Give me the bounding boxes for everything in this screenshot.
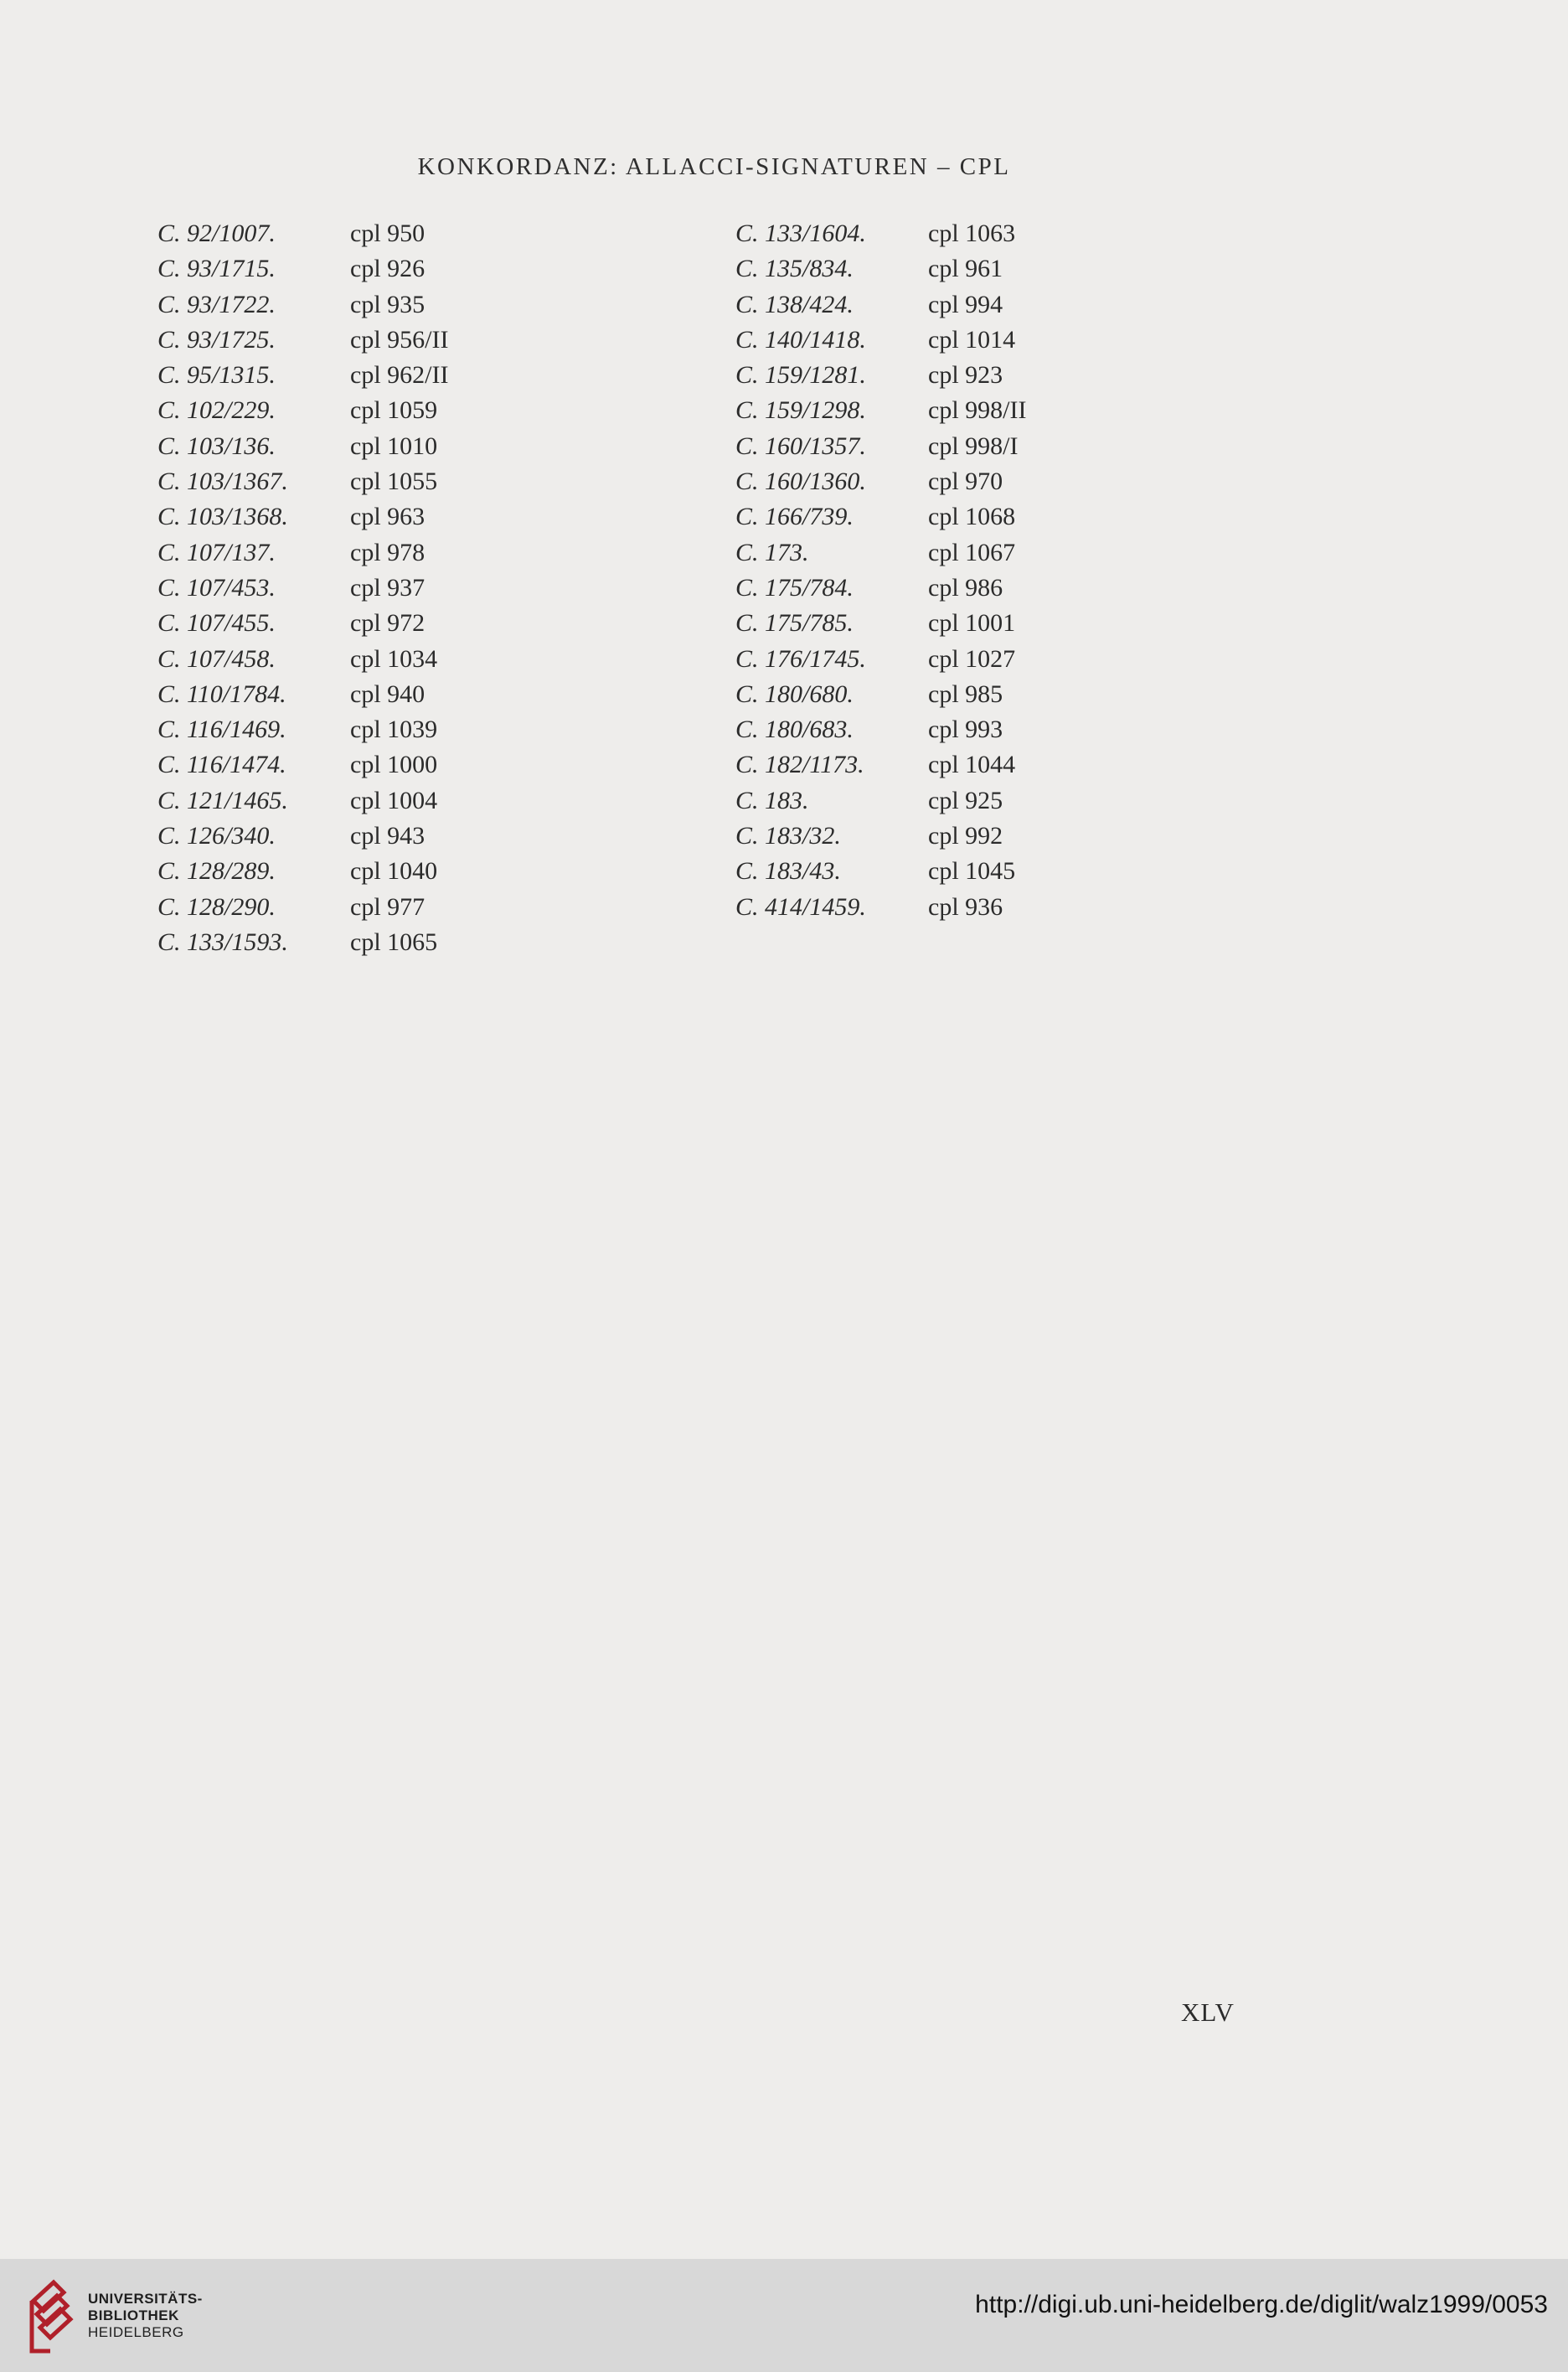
- allacci-signature: C. 183.: [735, 786, 809, 814]
- concordance-row: [735, 499, 1026, 535]
- concordance-row: [735, 677, 1026, 712]
- cpl-shelfmark: cpl 1010: [350, 432, 438, 460]
- concordance-row: [157, 358, 448, 393]
- concordance-row: [157, 429, 448, 464]
- cpl-shelfmark: cpl 1040: [350, 857, 438, 886]
- allacci-signature: C. 126/340.: [157, 822, 276, 850]
- cpl-shelfmark: cpl 1014: [928, 325, 1016, 354]
- concordance-row: [157, 677, 448, 712]
- library-name-line1: UNIVERSITÄTS-: [88, 2291, 203, 2307]
- allacci-signature: C. 140/1418.: [735, 325, 866, 354]
- cpl-shelfmark: cpl 985: [928, 680, 1003, 708]
- concordance-row: [735, 535, 1026, 571]
- concordance-row: [735, 890, 1026, 925]
- footer-bar: [0, 2259, 1568, 2372]
- cpl-shelfmark: cpl 1044: [928, 751, 1016, 779]
- allacci-signature: C. 95/1315.: [157, 361, 276, 390]
- cpl-shelfmark: cpl 1034: [350, 644, 438, 673]
- concordance-row: [735, 571, 1026, 606]
- concordance-row: [157, 783, 448, 819]
- cpl-shelfmark: cpl 1001: [928, 609, 1016, 638]
- cpl-shelfmark: cpl 1004: [350, 786, 438, 814]
- concordance-column-right: [735, 216, 1026, 925]
- allacci-signature: C. 103/136.: [157, 432, 276, 460]
- allacci-signature: C. 116/1474.: [157, 751, 286, 779]
- cpl-shelfmark: cpl 1039: [350, 716, 438, 744]
- concordance-row: [157, 393, 448, 428]
- concordance-row: [735, 251, 1026, 287]
- allacci-signature: C. 180/680.: [735, 680, 854, 708]
- cpl-shelfmark: cpl 978: [350, 538, 426, 566]
- source-url-link[interactable]: http://digi.ub.uni-heidelberg.de/diglit/walz1999/0053: [975, 2291, 1548, 2318]
- concordance-row: [157, 819, 448, 854]
- allacci-signature: C. 128/290.: [157, 892, 276, 921]
- cpl-shelfmark: cpl 943: [350, 822, 426, 850]
- allacci-signature: C. 135/834.: [735, 255, 854, 283]
- concordance-row: [735, 216, 1026, 251]
- allacci-signature: C. 175/784.: [735, 573, 854, 602]
- cpl-shelfmark: cpl 1067: [928, 538, 1016, 566]
- concordance-row: [735, 323, 1026, 358]
- cpl-shelfmark: cpl 962/II: [350, 361, 449, 390]
- running-title: KONKORDANZ: ALLACCI-SIGNATUREN – CPL: [417, 153, 1011, 180]
- allacci-signature: C. 183/43.: [735, 857, 841, 886]
- allacci-signature: C. 175/785.: [735, 609, 854, 638]
- allacci-signature: C. 160/1357.: [735, 432, 866, 460]
- concordance-row: [157, 925, 448, 960]
- cpl-shelfmark: cpl 986: [928, 573, 1003, 602]
- allacci-signature: C. 110/1784.: [157, 680, 286, 708]
- ub-heidelberg-logo-icon: [25, 2276, 82, 2356]
- allacci-signature: C. 107/458.: [157, 644, 276, 673]
- concordance-row: [735, 464, 1026, 499]
- allacci-signature: C. 414/1459.: [735, 892, 866, 921]
- cpl-shelfmark: cpl 998/II: [928, 396, 1027, 425]
- allacci-signature: C. 102/229.: [157, 396, 276, 425]
- allacci-signature: C. 138/424.: [735, 290, 854, 318]
- concordance-row: [157, 571, 448, 606]
- concordance-row: [735, 819, 1026, 854]
- library-name: [88, 2291, 203, 2341]
- allacci-signature: C. 121/1465.: [157, 786, 288, 814]
- allacci-signature: C. 93/1715.: [157, 255, 276, 283]
- allacci-signature: C. 107/137.: [157, 538, 276, 566]
- allacci-signature: C. 107/455.: [157, 609, 276, 638]
- concordance-row: [735, 854, 1026, 889]
- concordance-row: [157, 216, 448, 251]
- cpl-shelfmark: cpl 923: [928, 361, 1003, 390]
- allacci-signature: C. 107/453.: [157, 573, 276, 602]
- concordance-row: [157, 251, 448, 287]
- allacci-signature: C. 159/1298.: [735, 396, 866, 425]
- concordance-column-left: [157, 216, 448, 960]
- concordance-row: [157, 890, 448, 925]
- cpl-shelfmark: cpl 992: [928, 822, 1003, 850]
- allacci-signature: C. 103/1367.: [157, 468, 288, 496]
- cpl-shelfmark: cpl 972: [350, 609, 426, 638]
- allacci-signature: C. 183/32.: [735, 822, 841, 850]
- cpl-shelfmark: cpl 950: [350, 220, 426, 247]
- cpl-shelfmark: cpl 1059: [350, 396, 438, 425]
- cpl-shelfmark: cpl 1065: [350, 928, 438, 956]
- library-name-line3: HEIDELBERG: [88, 2324, 184, 2340]
- concordance-row: [157, 854, 448, 889]
- cpl-shelfmark: cpl 961: [928, 255, 1003, 283]
- concordance-row: [735, 287, 1026, 323]
- concordance-row: [157, 747, 448, 783]
- allacci-signature: C. 93/1722.: [157, 290, 276, 318]
- concordance-row: [157, 642, 448, 677]
- allacci-signature: C. 182/1173.: [735, 751, 864, 779]
- concordance-row: [157, 323, 448, 358]
- allacci-signature: C. 133/1604.: [735, 220, 866, 247]
- concordance-row: [157, 499, 448, 535]
- cpl-shelfmark: cpl 1063: [928, 220, 1016, 247]
- allacci-signature: C. 116/1469.: [157, 716, 286, 744]
- concordance-row: [735, 747, 1026, 783]
- cpl-shelfmark: cpl 963: [350, 503, 426, 531]
- concordance-row: [735, 642, 1026, 677]
- cpl-shelfmark: cpl 1045: [928, 857, 1016, 886]
- allacci-signature: C. 92/1007.: [157, 220, 276, 247]
- concordance-row: [157, 606, 448, 641]
- allacci-signature: C. 93/1725.: [157, 325, 276, 354]
- cpl-shelfmark: cpl 956/II: [350, 325, 449, 354]
- cpl-shelfmark: cpl 998/I: [928, 432, 1019, 460]
- concordance-row: [735, 358, 1026, 393]
- allacci-signature: C. 180/683.: [735, 716, 854, 744]
- concordance-row: [735, 783, 1026, 819]
- cpl-shelfmark: cpl 994: [928, 290, 1003, 318]
- concordance-row: [157, 535, 448, 571]
- cpl-shelfmark: cpl 935: [350, 290, 426, 318]
- allacci-signature: C. 166/739.: [735, 503, 854, 531]
- concordance-row: [735, 393, 1026, 428]
- library-name-line2: BIBLIOTHEK: [88, 2307, 179, 2323]
- cpl-shelfmark: cpl 940: [350, 680, 426, 708]
- cpl-shelfmark: cpl 993: [928, 716, 1003, 744]
- cpl-shelfmark: cpl 977: [350, 892, 426, 921]
- allacci-signature: C. 160/1360.: [735, 468, 866, 496]
- cpl-shelfmark: cpl 1027: [928, 644, 1016, 673]
- cpl-shelfmark: cpl 937: [350, 573, 426, 602]
- allacci-signature: C. 159/1281.: [735, 361, 866, 390]
- cpl-shelfmark: cpl 926: [350, 255, 426, 283]
- cpl-shelfmark: cpl 970: [928, 468, 1003, 496]
- allacci-signature: C. 173.: [735, 538, 809, 566]
- cpl-shelfmark: cpl 1068: [928, 503, 1016, 531]
- concordance-row: [157, 464, 448, 499]
- allacci-signature: C. 128/289.: [157, 857, 276, 886]
- cpl-shelfmark: cpl 936: [928, 892, 1003, 921]
- allacci-signature: C. 103/1368.: [157, 503, 288, 531]
- cpl-shelfmark: cpl 1055: [350, 468, 438, 496]
- allacci-signature: C. 133/1593.: [157, 928, 288, 956]
- concordance-row: [735, 429, 1026, 464]
- cpl-shelfmark: cpl 925: [928, 786, 1003, 814]
- concordance-row: [735, 712, 1026, 747]
- concordance-row: [157, 712, 448, 747]
- concordance-row: [157, 287, 448, 323]
- cpl-shelfmark: cpl 1000: [350, 751, 438, 779]
- concordance-row: [735, 606, 1026, 641]
- allacci-signature: C. 176/1745.: [735, 644, 866, 673]
- page-number: XLV: [1181, 1997, 1235, 2027]
